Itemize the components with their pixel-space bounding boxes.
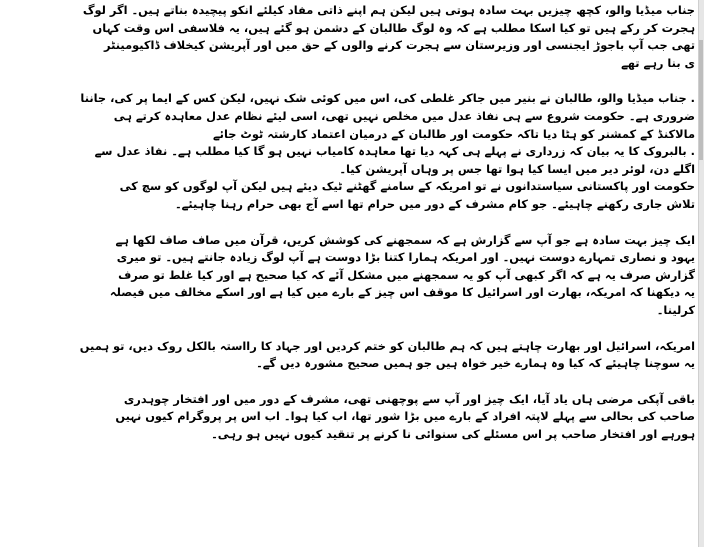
text-line: . جناب میڈیا والو، طالبان نے بنیر میں جاکر غلطی کی، اس میں کوئی شک نہیں، لیکن کس کے ایما پر کی، جاننا bbox=[80, 91, 695, 106]
paragraph-1 bbox=[3, 2, 695, 72]
text-line: ضروری ہے۔ حکومت شروع سے ہی نفاذ عدل میں مخلص نہیں تھی، اسی لیئے نظام عدل معاہدہ کرتے ہی bbox=[113, 108, 695, 123]
text-line: یہود و نصاری تمہارے دوست نہیں۔ اور امریکہ ہمارا کتنا بڑا دوست ہے آپ لوگ زیادہ جانتے ہیں۔ تو میری bbox=[116, 250, 695, 265]
text-line: تھی جب آپ باجوڑ ایجنسی اور وزیرستان سے ہجرت کرنے والوں کے حق میں اور آپریشن کیخلاف ڈاکیومینٹر bbox=[104, 38, 695, 53]
vertical-scrollbar[interactable] bbox=[698, 0, 704, 547]
text-line: امریکہ، اسرائیل اور بھارت چاہتے ہیں کہ ہم طالبان کو ختم کردیں اور جہاد کا رااستہ بالکل روک دیں، تو ہمیں bbox=[79, 338, 695, 353]
text-line: . بالبروک کا یہ بیان کہ زرداری نے پہلے ہی کہہ دیا تھا معاہدہ کامیاب نہیں ہو گا کیا مطلب ہے۔ نفاذ عدل سے bbox=[94, 144, 695, 159]
paragraph-gap bbox=[3, 214, 695, 232]
paragraph-3 bbox=[3, 232, 695, 320]
paragraph-gap bbox=[3, 373, 695, 391]
paragraph-gap bbox=[3, 72, 695, 90]
text-line: باقی آپکی مرضی ہاں یاد آیا، ایک چیز اور آپ سے پوچھنی تھی، مشرف کے دور میں اور افتخار چوہدری bbox=[123, 391, 695, 406]
text-line: جناب میڈیا والو، کچھ چیزیں بہت سادہ ہوتی ہیں لیکن ہم اپنے ذاتی مفاد کیلئے انکو پیچیدہ بناتے ہیں۔ اگر لوگ bbox=[82, 3, 695, 17]
paragraph-4 bbox=[3, 338, 695, 373]
text-line: اگلے دن، لوئر دیر میں ایسا کیا ہوا تھا جس پر وہاں آپریشن کیا۔ bbox=[339, 161, 695, 176]
text-line: ایک چیز بہت سادہ ہے جو آپ سے گزارش ہے کہ سمجھنے کی کوشش کریں، قرآن میں صاف صاف لکھا ہے bbox=[115, 232, 695, 247]
text-line: ہجرت کر رکے ہیں تو کیا اسکا مطلب ہے کہ وہ لوگ طالبان کے دشمن ہو گئے ہیں، یہ فلاسفی اس وقت کہاں bbox=[92, 20, 695, 35]
text-line: صاحب کی بحالی سے پہلے لاپتہ افراد کے بارے میں بڑا شور تھا، اب کیا ہوا۔ اب اس پر پروگرام کیوں نہیں bbox=[115, 409, 695, 424]
paragraph-5 bbox=[3, 391, 695, 444]
text-line: یہ سوچنا چاہیئے کہ کیا وہ ہمارے خیر خواہ ہیں جو ہمیں صحیح مشورہ دیں گے۔ bbox=[256, 356, 695, 371]
text-line: حکومت اور پاکستانی سیاستدانوں نے تو امریکہ کے سامنے گھٹنے ٹیک دیئے ہیں لیکن آپ لوگوں کو سچ کی bbox=[119, 179, 695, 194]
text-line: ہورہے اور افتخار صاحب پر اس مسئلے کی سنوائی نا کرنے پر تنقید کیوں نہیں ہو رہی۔ bbox=[211, 426, 695, 441]
scrollbar-thumb[interactable] bbox=[699, 40, 703, 160]
text-line: کرلینا۔ bbox=[656, 302, 695, 317]
paragraph-gap bbox=[3, 320, 695, 338]
paragraph-2 bbox=[3, 90, 695, 213]
text-line: ی بنا رہے تھے bbox=[621, 55, 695, 70]
text-line: یہ دیکھنا کہ امریکہ، بھارت اور اسرائیل کا موقف اس چیز کے بارے میں کیا ہے اور اسکے مخالف میں فیصلہ bbox=[109, 285, 695, 300]
text-line: گزارش صرف یہ ہے کہ اگر کبھی آپ کو یہ سمجھنے میں مشکل آئے کہ کیا صحیح ہے اور کیا غلط تو صرف bbox=[118, 267, 695, 282]
text-line: مالاکنڈ کے کمشنر کو ہٹا دیا تاکہ حکومت اور طالبان کے درمیان اعتماد کارشتہ ٹوٹ جائے bbox=[213, 126, 695, 141]
text-line: تلاش جاری رکھنے چاہیئے۔ جو کام مشرف کے دور میں حرام تھا اسے آج بھی حرام رہنا چاہیئے۔ bbox=[174, 196, 695, 211]
